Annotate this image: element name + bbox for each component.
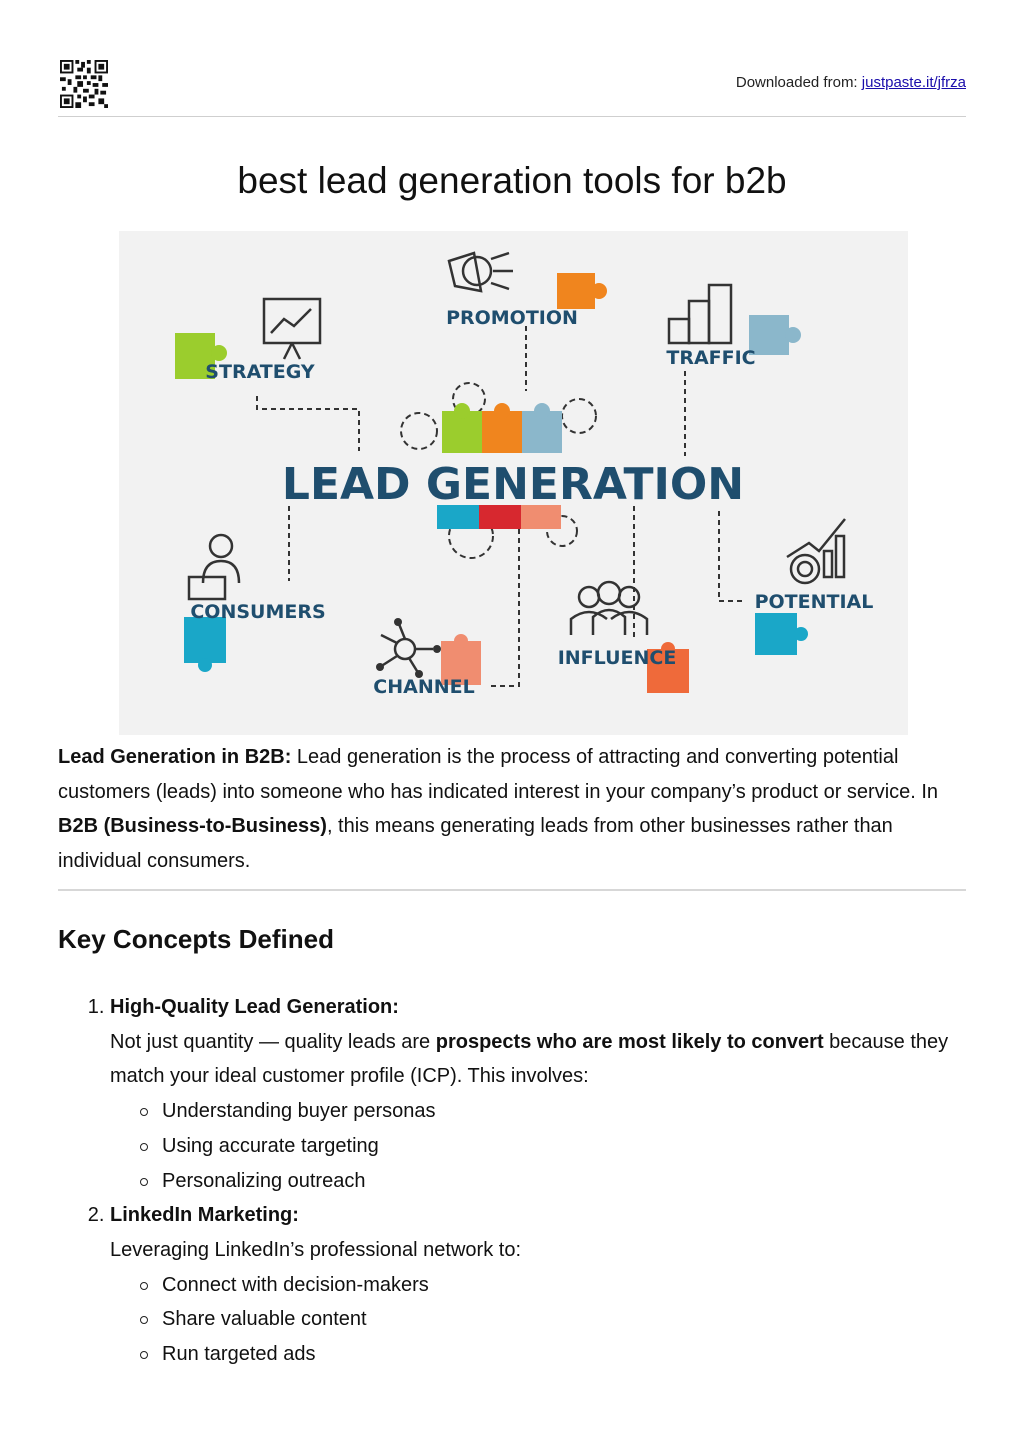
- list-item: Share valuable content: [162, 1302, 990, 1337]
- label-potential: POTENTIAL: [754, 591, 874, 613]
- intro-lead-label: Lead Generation in B2B:: [58, 746, 292, 768]
- qr-code-icon: [60, 60, 108, 108]
- list-item: Personalizing outreach: [162, 1164, 990, 1199]
- label-channel: CHANNEL: [373, 676, 475, 698]
- concept-desc-post: because they match your ideal customer profile (ICP). This involves:: [110, 1030, 949, 1088]
- concept-sublist: [110, 1268, 990, 1372]
- section-divider: [58, 889, 966, 891]
- concepts-list: [58, 990, 990, 1372]
- intro-b2b-term: B2B (Business-to-Business): [58, 815, 327, 837]
- list-item: Understanding buyer personas: [162, 1094, 990, 1129]
- list-item: Connect with decision-makers: [162, 1268, 990, 1303]
- concept-sublist: [110, 1094, 990, 1198]
- label-promotion: PROMOTION: [446, 307, 578, 329]
- intro-text-2: , this means generating leads from other businesses rather than individual consumers.: [58, 815, 893, 872]
- label-strategy: STRATEGY: [205, 361, 315, 383]
- source-link[interactable]: justpaste.it/jfrza: [861, 74, 966, 91]
- concept-desc-pre: Leveraging LinkedIn’s professional network to:: [110, 1238, 521, 1261]
- label-traffic: TRAFFIC: [666, 347, 756, 369]
- header-divider: [58, 116, 966, 117]
- page-title: best lead generation tools for b2b: [237, 160, 787, 201]
- intro-paragraph: [58, 740, 968, 878]
- list-item: [110, 990, 990, 1198]
- hero-image: [119, 231, 908, 735]
- label-influence: INFLUENCE: [557, 647, 677, 669]
- list-item: [110, 1198, 990, 1372]
- download-source: [736, 74, 966, 91]
- download-prefix: Downloaded from:: [735, 74, 862, 91]
- section-title: Key Concepts Defined: [58, 924, 334, 954]
- concept-title: LinkedIn Marketing:: [110, 1204, 299, 1227]
- hero-center-title: LEAD GENERATION: [281, 459, 745, 510]
- list-item: Using accurate targeting: [162, 1129, 990, 1164]
- concept-title: High-Quality Lead Generation:: [110, 996, 399, 1018]
- concept-desc-pre: Not just quantity — quality leads are: [110, 1030, 436, 1053]
- label-consumers: CONSUMERS: [190, 601, 326, 623]
- intro-text-1: Lead generation is the process of attracting and converting potential customers (leads) into someone who has indicated interest in your company’s product or service. In: [58, 746, 939, 803]
- concept-desc-bold: prospects who are most likely to convert: [435, 1030, 824, 1053]
- list-item: Run targeted ads: [162, 1337, 990, 1372]
